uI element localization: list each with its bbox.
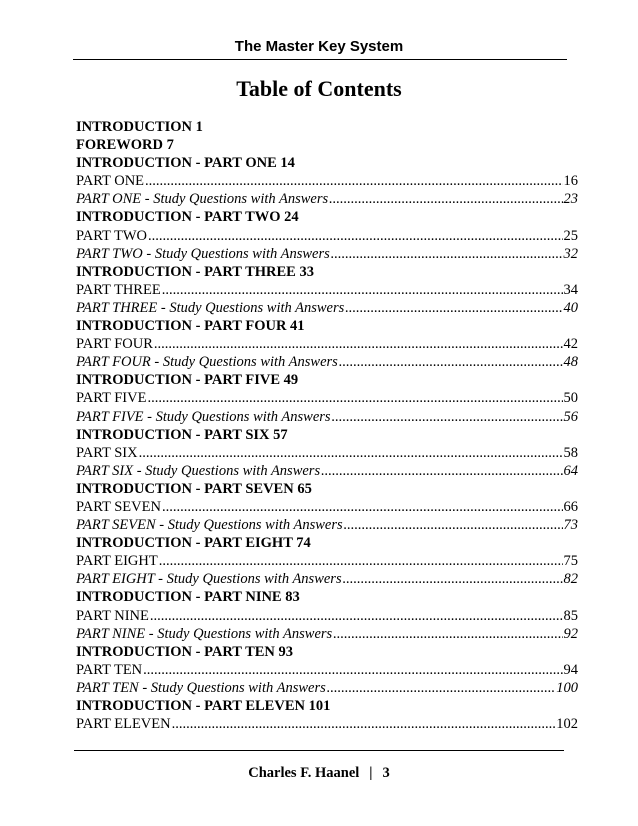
dot-leader (162, 498, 563, 516)
toc-entry-title: PART FIVE (76, 390, 147, 407)
dot-leader (148, 227, 563, 245)
toc-entry-title: INTRODUCTION - PART SIX 57 (76, 426, 288, 443)
toc-entry-title: PART TEN - Study Questions with Answers (76, 679, 326, 696)
toc-entry-title: PART THREE - Study Questions with Answers (76, 299, 345, 316)
header-rule (73, 59, 567, 60)
toc-page-number: 75 (563, 553, 578, 570)
toc-page-number: 16 (563, 173, 578, 190)
dot-leader (344, 516, 563, 534)
toc-page-number: 25 (563, 227, 578, 244)
toc-entry-title: PART ONE - Study Questions with Answers (76, 191, 329, 208)
toc-entry-title: PART TWO - Study Questions with Answers (76, 245, 330, 262)
dot-leader (154, 335, 563, 353)
toc-entry-title: PART NINE (76, 607, 149, 624)
toc-page-number: 92 (563, 625, 578, 642)
toc-heading[interactable] (76, 317, 578, 335)
toc-page-number: 42 (563, 336, 578, 353)
dot-leader (331, 245, 563, 263)
toc-entry-title: PART FOUR - Study Questions with Answers (76, 354, 338, 371)
dot-leader (162, 281, 563, 299)
toc-heading[interactable] (76, 208, 578, 226)
toc-page-number: 40 (563, 299, 578, 316)
toc-entry[interactable] (76, 625, 578, 643)
toc-entry[interactable] (76, 570, 578, 588)
toc-entry[interactable] (76, 516, 578, 534)
dot-leader (139, 444, 563, 462)
toc-entry-title: INTRODUCTION - PART EIGHT 74 (76, 535, 311, 552)
toc-entry[interactable] (76, 715, 578, 733)
toc-entry[interactable] (76, 335, 578, 353)
toc-entry[interactable] (76, 462, 578, 480)
toc-page-number: 94 (563, 661, 578, 678)
toc-page-number: 32 (563, 245, 578, 262)
toc-entry-title: INTRODUCTION - PART ELEVEN 101 (76, 698, 331, 714)
toc-entry[interactable] (76, 552, 578, 570)
toc-page-number: 56 (563, 408, 578, 425)
toc-page-number: 58 (563, 444, 578, 461)
toc-entry-title: PART EIGHT (76, 553, 158, 570)
toc-heading[interactable] (76, 588, 578, 606)
toc-entry-title: PART SIX - Study Questions with Answers (76, 462, 321, 479)
footer-rule (74, 750, 564, 751)
toc-page-number: 23 (563, 191, 578, 208)
toc-entry[interactable] (76, 661, 578, 679)
toc-entry[interactable] (76, 408, 578, 426)
dot-leader (150, 607, 563, 625)
dot-leader (172, 715, 556, 733)
toc-entry-title: PART FIVE - Study Questions with Answers (76, 408, 331, 425)
toc-entry-title: PART EIGHT - Study Questions with Answers (76, 571, 342, 588)
toc-page-number: 48 (563, 354, 578, 371)
toc-entry-title: INTRODUCTION 1 (76, 119, 203, 135)
toc-heading[interactable] (76, 426, 578, 444)
toc-entry-title: PART FOUR (76, 336, 153, 353)
toc-entry-title: INTRODUCTION - PART TEN 93 (76, 643, 294, 660)
toc-entry-title: PART ELEVEN (76, 716, 171, 733)
toc-page-number: 50 (563, 390, 578, 407)
toc-page-number: 82 (563, 571, 578, 588)
toc-page-number: 73 (563, 517, 578, 534)
dot-leader (339, 353, 563, 371)
toc-heading[interactable] (76, 263, 578, 281)
dot-leader (329, 190, 562, 208)
toc-entry[interactable] (76, 389, 578, 407)
toc-entry-title: INTRODUCTION - PART THREE 33 (76, 263, 314, 280)
dot-leader (333, 625, 562, 643)
toc-heading[interactable] (76, 480, 578, 498)
toc-entry[interactable] (76, 245, 578, 263)
footer-page-number: 3 (382, 765, 390, 781)
toc-entry[interactable] (76, 679, 578, 697)
toc-heading[interactable] (76, 118, 578, 136)
toc-entry-title: PART SEVEN (76, 498, 161, 515)
toc-heading[interactable] (76, 643, 578, 661)
toc-entry-title: INTRODUCTION - PART FIVE 49 (76, 372, 299, 389)
toc-page-number: 102 (556, 716, 578, 733)
dot-leader (345, 299, 562, 317)
toc-entry-title: INTRODUCTION - PART SEVEN 65 (76, 480, 312, 497)
dot-leader (145, 172, 562, 190)
toc-entry-title: INTRODUCTION - PART ONE 14 (76, 155, 295, 172)
dot-leader (343, 570, 563, 588)
toc-entry[interactable] (76, 227, 578, 245)
toc-entry-title: FOREWORD 7 (76, 137, 174, 154)
table-of-contents (76, 118, 578, 733)
toc-entry-title: INTRODUCTION - PART FOUR 41 (76, 318, 305, 335)
toc-page-number: 66 (563, 498, 578, 515)
toc-entry[interactable] (76, 172, 578, 190)
toc-heading[interactable] (76, 534, 578, 552)
toc-entry-title: PART ONE (76, 173, 145, 190)
toc-page-number: 64 (563, 462, 578, 479)
page-title: Table of Contents (236, 76, 402, 101)
footer-author: Charles F. Haanel (248, 765, 360, 781)
toc-entry-title: INTRODUCTION - PART TWO 24 (76, 209, 299, 226)
dot-leader (327, 679, 556, 697)
toc-entry-title: PART TWO (76, 227, 147, 244)
dot-leader (143, 661, 562, 679)
toc-entry[interactable] (76, 299, 578, 317)
toc-heading[interactable] (76, 371, 578, 389)
toc-page-number: 85 (563, 607, 578, 624)
toc-page-number: 100 (556, 679, 578, 696)
toc-heading[interactable] (76, 697, 578, 715)
footer-separator: | (369, 765, 373, 781)
toc-entry-title: PART THREE (76, 281, 161, 298)
toc-entry[interactable] (76, 607, 578, 625)
page-footer (0, 765, 638, 782)
dot-leader (332, 408, 563, 426)
toc-entry[interactable] (76, 498, 578, 516)
toc-entry-title: PART SEVEN - Study Questions with Answers (76, 517, 343, 534)
toc-entry-title: PART SIX (76, 444, 138, 461)
dot-leader (321, 462, 562, 480)
toc-heading[interactable] (76, 136, 578, 154)
toc-heading[interactable] (76, 154, 578, 172)
toc-entry[interactable] (76, 281, 578, 299)
toc-entry[interactable] (76, 444, 578, 462)
dot-leader (147, 389, 562, 407)
toc-entry-title: PART TEN (76, 661, 143, 678)
running-header: The Master Key System (234, 38, 404, 55)
toc-page-number: 34 (563, 281, 578, 298)
toc-entry-title: PART NINE - Study Questions with Answers (76, 625, 333, 642)
toc-entry[interactable] (76, 190, 578, 208)
dot-leader (159, 552, 563, 570)
toc-entry-title: INTRODUCTION - PART NINE 83 (76, 589, 300, 606)
toc-entry[interactable] (76, 353, 578, 371)
